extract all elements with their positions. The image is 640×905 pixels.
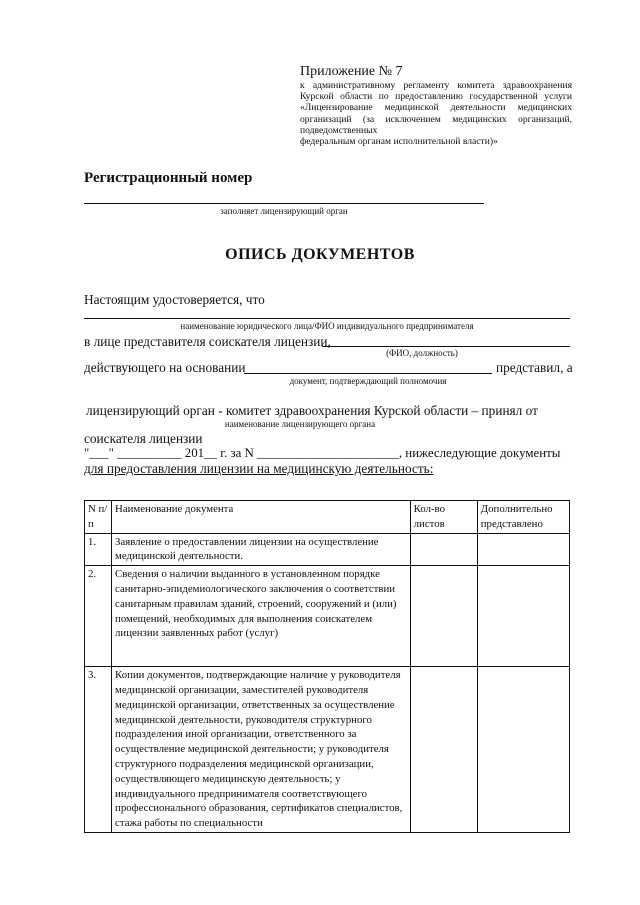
row-document-name: Копии документов, подтверждающие наличие у руководителя медицинской организации, заместителей руководителя медицинской организации, ответственных за осуществление медицинской деятельности, руководителя структурного подразделения иной организации, ответственного за осуществление медицинской деятельности; у руководителя структурного подразделения медицинской организации, осуществляющего медицинскую деятельность; у индивидуального предпринимателя соответствующего профессионального образования, сертификатов специалистов, стажа работы по специальности — [112, 667, 411, 833]
registration-heading: Регистрационный номер — [84, 170, 253, 186]
appendix-text-last: федеральным органам исполнительной власти)» — [300, 136, 498, 148]
licensing-authority-caption: наименование лицензирующего органа — [224, 419, 376, 429]
row-sheet-count — [410, 533, 477, 566]
applicant-text: соискателя лицензии — [84, 431, 203, 446]
table-row — [85, 667, 570, 833]
licensing-authority-text: лицензирующий орган - комитет здравоохранения Курской области – принял от — [86, 403, 538, 418]
authority-doc-caption: документ, подтверждающий полномочия — [289, 376, 447, 386]
authority-doc-line — [244, 373, 492, 374]
row-additional — [477, 566, 569, 667]
row-sheet-count — [410, 566, 477, 667]
row-document-name: Сведения о наличии выданного в установленном порядке санитарно-эпидемиологического заключения о соответствии санитарным правилам зданий, строений, сооружений и (или) помещений, необходимых для выполнения соискателем лицензии заявленных работ (услуг) — [112, 566, 411, 667]
header-document-name: Наименование документа — [112, 501, 411, 534]
fio-caption: (ФИО, должность) — [386, 348, 458, 358]
row-additional — [477, 667, 569, 833]
row-additional — [477, 533, 569, 566]
document-title: ОПИСЬ ДОКУМЕНТОВ — [225, 246, 415, 263]
row-number: 1. — [85, 533, 112, 566]
org-name-caption: наименование юридического лица/ФИО индивидуального предпринимателя — [180, 321, 474, 331]
date-line: "___" __________ 201__ г. за N ______________________, нижеследующие документы — [84, 446, 561, 460]
row-number: 3. — [85, 667, 112, 833]
appendix-title: Приложение № 7 — [300, 64, 403, 79]
table-row — [85, 533, 570, 566]
certify-text: Настоящим удостоверяется, что — [84, 292, 265, 307]
header-number: N п/п — [85, 501, 112, 534]
presented-text: представил, а — [496, 360, 573, 375]
registration-caption: заполняет лицензирующий орган — [220, 206, 348, 216]
appendix-text — [300, 80, 572, 147]
registration-line — [84, 203, 484, 204]
table-header-row — [85, 501, 570, 534]
purpose-text: для предоставления лицензии на медицинскую деятельность: — [84, 461, 434, 476]
row-document-name: Заявление о предоставлении лицензии на осуществление медицинской деятельности. — [112, 533, 411, 566]
row-number: 2. — [85, 566, 112, 667]
appendix-text-main: к административному регламенту комитета здравоохранения Курской области по предоставлению государственной услуги «Лицензирование медицинской деятельности медицинских организаций (за исключением медицинских организаций, подведомственных — [300, 80, 572, 136]
header-sheet-count: Кол-во листов — [410, 501, 477, 534]
table-row — [85, 566, 570, 667]
documents-table — [84, 500, 570, 833]
row-sheet-count — [410, 667, 477, 833]
representative-text: в лице представителя соискателя лицензии, — [84, 334, 331, 349]
header-additional: Дополнительно представлено — [477, 501, 569, 534]
acting-on-text: действующего на основании — [84, 360, 246, 375]
org-name-line — [84, 318, 570, 319]
representative-line — [322, 346, 570, 347]
